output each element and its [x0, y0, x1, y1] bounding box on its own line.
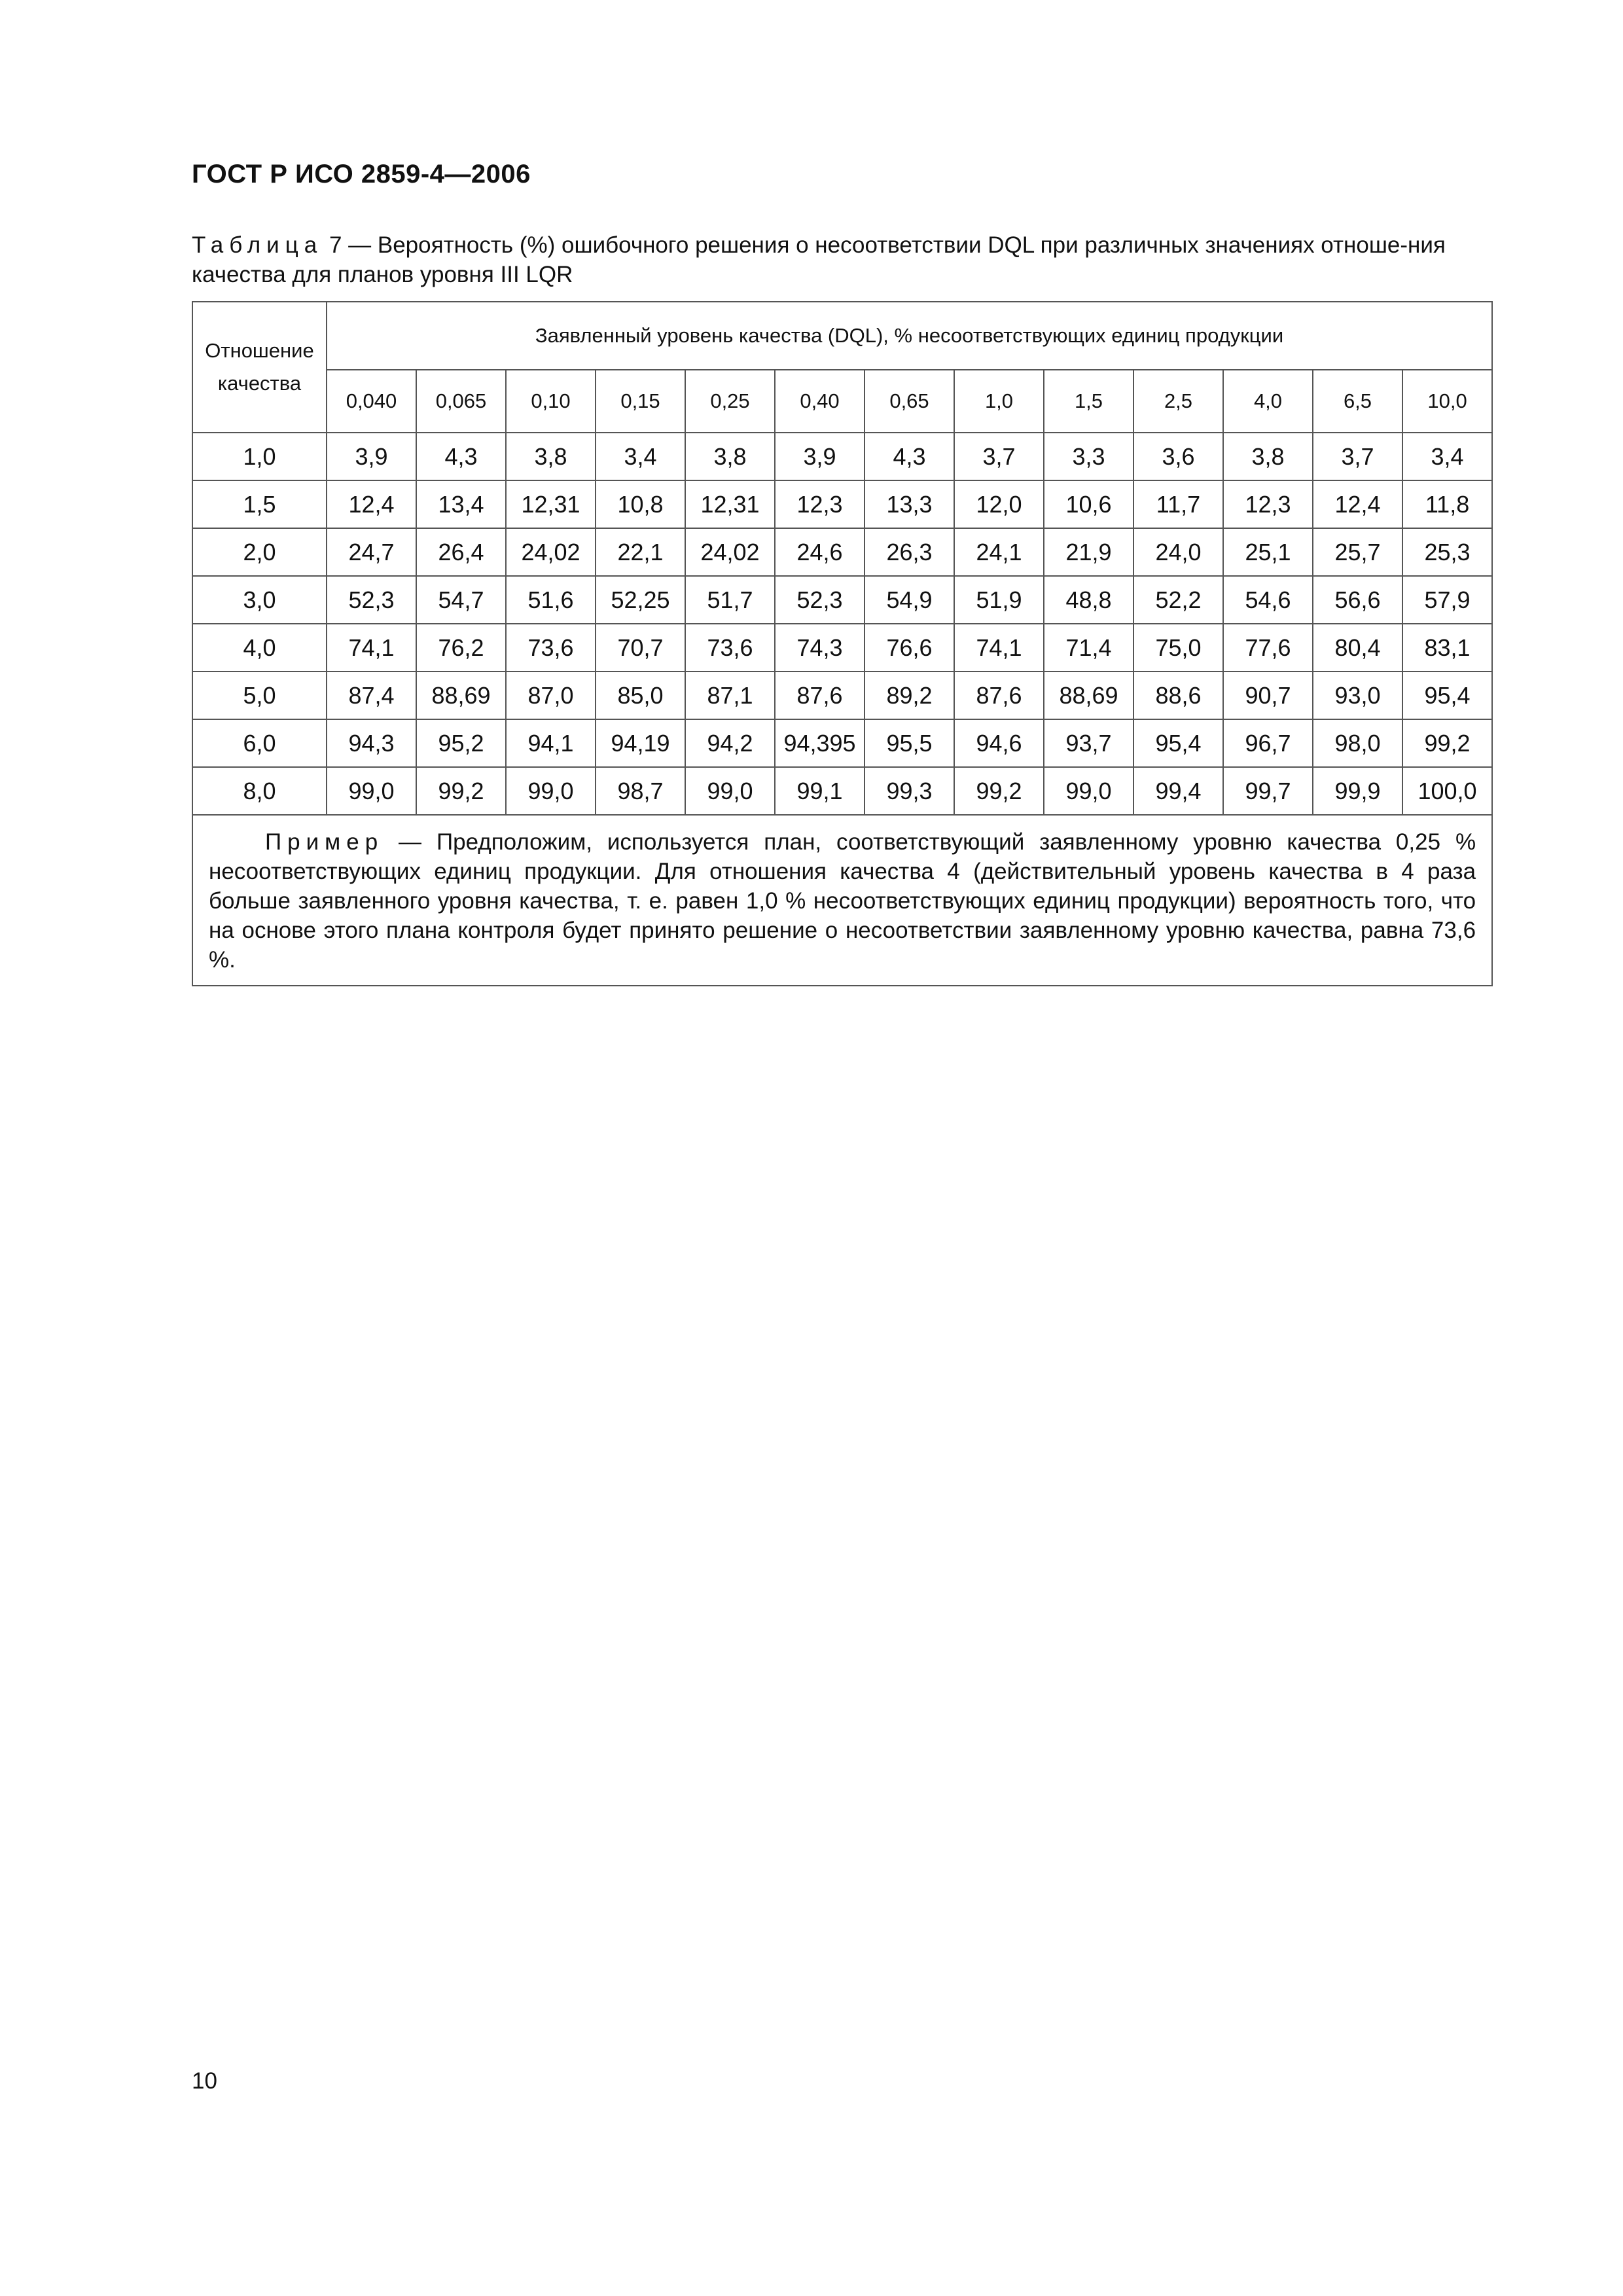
probability-cell: 24,02	[506, 528, 596, 576]
dql-column-header: 1,0	[954, 370, 1044, 433]
probability-cell: 25,3	[1402, 528, 1492, 576]
probability-cell: 24,1	[954, 528, 1044, 576]
probability-cell: 87,1	[685, 672, 775, 719]
probability-cell: 74,3	[775, 624, 865, 672]
table-row	[192, 767, 1492, 815]
note-label: Пример	[265, 829, 384, 855]
probability-cell: 87,4	[327, 672, 416, 719]
probability-table	[192, 301, 1493, 986]
probability-cell: 77,6	[1223, 624, 1313, 672]
probability-cell: 94,2	[685, 719, 775, 767]
probability-cell: 99,4	[1133, 767, 1223, 815]
ratio-column-header: Отношение качества	[192, 302, 327, 433]
probability-cell: 87,6	[775, 672, 865, 719]
document-header: ГОСТ Р ИСО 2859-4—2006	[192, 160, 531, 188]
dql-column-header: 0,15	[596, 370, 685, 433]
probability-cell: 13,4	[416, 480, 506, 528]
probability-cell: 26,3	[865, 528, 954, 576]
probability-cell: 51,7	[685, 576, 775, 624]
probability-cell: 74,1	[327, 624, 416, 672]
probability-cell: 99,9	[1313, 767, 1402, 815]
dql-column-header: 0,10	[506, 370, 596, 433]
probability-cell: 11,8	[1402, 480, 1492, 528]
probability-cell: 24,6	[775, 528, 865, 576]
probability-cell: 52,25	[596, 576, 685, 624]
probability-cell: 52,2	[1133, 576, 1223, 624]
probability-cell: 3,6	[1133, 433, 1223, 480]
probability-cell: 94,19	[596, 719, 685, 767]
probability-cell: 3,9	[775, 433, 865, 480]
probability-cell: 4,3	[416, 433, 506, 480]
probability-cell: 56,6	[1313, 576, 1402, 624]
probability-cell: 83,1	[1402, 624, 1492, 672]
probability-cell: 80,4	[1313, 624, 1402, 672]
dql-column-header: 0,065	[416, 370, 506, 433]
caption-label: Таблица	[192, 232, 323, 258]
ratio-cell: 1,0	[192, 433, 327, 480]
probability-cell: 94,3	[327, 719, 416, 767]
probability-cell: 12,3	[1223, 480, 1313, 528]
note-text: — Предположим, используется план, соответствующий заявленному уровню качества 0,25 % несоответствующих единиц продукции. Для отношения качества 4 (действительный уровень качества в 4 раза больше заявленного уровня качества, т. е. равен 1,0 % несоответствующих единиц продукции) вероятность того, что на основе этого плана контроля будет принято решение о несоответствии заявленному уровню качества, равна 73,6 %.	[209, 829, 1476, 973]
dql-group-header: Заявленный уровень качества (DQL), % несоответствующих единиц продукции	[327, 302, 1492, 370]
table-row	[192, 672, 1492, 719]
probability-cell: 94,395	[775, 719, 865, 767]
probability-cell: 95,4	[1402, 672, 1492, 719]
probability-cell: 3,4	[1402, 433, 1492, 480]
table-row	[192, 528, 1492, 576]
dql-column-header: 0,040	[327, 370, 416, 433]
probability-cell: 100,0	[1402, 767, 1492, 815]
example-note	[192, 815, 1492, 986]
probability-cell: 51,6	[506, 576, 596, 624]
probability-cell: 95,5	[865, 719, 954, 767]
dql-column-header: 0,65	[865, 370, 954, 433]
probability-cell: 76,6	[865, 624, 954, 672]
probability-cell: 48,8	[1044, 576, 1133, 624]
dql-column-header: 0,25	[685, 370, 775, 433]
probability-cell: 13,3	[865, 480, 954, 528]
probability-cell: 3,8	[685, 433, 775, 480]
probability-cell: 95,4	[1133, 719, 1223, 767]
ratio-cell: 1,5	[192, 480, 327, 528]
page-number: 10	[192, 2068, 217, 2094]
probability-cell: 99,2	[954, 767, 1044, 815]
ratio-cell: 2,0	[192, 528, 327, 576]
ratio-cell: 3,0	[192, 576, 327, 624]
probability-cell: 12,0	[954, 480, 1044, 528]
probability-cell: 75,0	[1133, 624, 1223, 672]
probability-cell: 22,1	[596, 528, 685, 576]
table-caption	[192, 230, 1495, 289]
dql-column-header: 2,5	[1133, 370, 1223, 433]
probability-cell: 12,31	[685, 480, 775, 528]
probability-cell: 89,2	[865, 672, 954, 719]
probability-cell: 25,7	[1313, 528, 1402, 576]
probability-cell: 99,0	[506, 767, 596, 815]
probability-cell: 54,6	[1223, 576, 1313, 624]
probability-cell: 3,8	[1223, 433, 1313, 480]
dql-column-header: 4,0	[1223, 370, 1313, 433]
probability-cell: 73,6	[685, 624, 775, 672]
probability-cell: 94,1	[506, 719, 596, 767]
table-row	[192, 624, 1492, 672]
probability-cell: 76,2	[416, 624, 506, 672]
probability-cell: 74,1	[954, 624, 1044, 672]
probability-cell: 10,6	[1044, 480, 1133, 528]
probability-cell: 10,8	[596, 480, 685, 528]
dql-column-headers	[192, 370, 1492, 433]
probability-cell: 57,9	[1402, 576, 1492, 624]
probability-cell: 87,6	[954, 672, 1044, 719]
ratio-cell: 4,0	[192, 624, 327, 672]
probability-cell: 52,3	[775, 576, 865, 624]
table-row	[192, 719, 1492, 767]
table-row	[192, 480, 1492, 528]
dql-column-header: 0,40	[775, 370, 865, 433]
probability-cell: 4,3	[865, 433, 954, 480]
probability-cell: 99,0	[1044, 767, 1133, 815]
probability-cell: 96,7	[1223, 719, 1313, 767]
probability-cell: 99,0	[327, 767, 416, 815]
probability-cell: 98,7	[596, 767, 685, 815]
probability-cell: 99,3	[865, 767, 954, 815]
probability-cell: 25,1	[1223, 528, 1313, 576]
probability-cell: 3,7	[954, 433, 1044, 480]
probability-cell: 11,7	[1133, 480, 1223, 528]
probability-cell: 95,2	[416, 719, 506, 767]
probability-cell: 99,0	[685, 767, 775, 815]
dql-column-header: 6,5	[1313, 370, 1402, 433]
ratio-cell: 8,0	[192, 767, 327, 815]
probability-cell: 71,4	[1044, 624, 1133, 672]
probability-cell: 54,7	[416, 576, 506, 624]
table-row	[192, 576, 1492, 624]
probability-cell: 3,3	[1044, 433, 1133, 480]
probability-cell: 54,9	[865, 576, 954, 624]
probability-cell: 90,7	[1223, 672, 1313, 719]
probability-cell: 26,4	[416, 528, 506, 576]
probability-cell: 12,4	[1313, 480, 1402, 528]
probability-cell: 98,0	[1313, 719, 1402, 767]
probability-cell: 24,0	[1133, 528, 1223, 576]
table-body	[192, 433, 1492, 815]
probability-cell: 88,6	[1133, 672, 1223, 719]
probability-cell: 99,7	[1223, 767, 1313, 815]
probability-cell: 12,3	[775, 480, 865, 528]
probability-cell: 73,6	[506, 624, 596, 672]
probability-cell: 85,0	[596, 672, 685, 719]
probability-cell: 99,1	[775, 767, 865, 815]
probability-cell: 51,9	[954, 576, 1044, 624]
dql-column-header: 10,0	[1402, 370, 1492, 433]
probability-cell: 3,7	[1313, 433, 1402, 480]
caption-text: 7 — Вероятность (%) ошибочного решения о несоответствии DQL при различных значениях отноше-ния качества для планов уровня III LQR	[192, 232, 1446, 287]
table-row	[192, 433, 1492, 480]
dql-column-header: 1,5	[1044, 370, 1133, 433]
probability-cell: 52,3	[327, 576, 416, 624]
probability-cell: 99,2	[1402, 719, 1492, 767]
probability-cell: 24,02	[685, 528, 775, 576]
ratio-cell: 6,0	[192, 719, 327, 767]
probability-cell: 70,7	[596, 624, 685, 672]
probability-cell: 88,69	[416, 672, 506, 719]
probability-cell: 93,7	[1044, 719, 1133, 767]
probability-cell: 94,6	[954, 719, 1044, 767]
probability-cell: 12,4	[327, 480, 416, 528]
ratio-cell: 5,0	[192, 672, 327, 719]
probability-cell: 24,7	[327, 528, 416, 576]
probability-cell: 93,0	[1313, 672, 1402, 719]
probability-cell: 87,0	[506, 672, 596, 719]
probability-cell: 3,4	[596, 433, 685, 480]
probability-cell: 3,8	[506, 433, 596, 480]
probability-cell: 99,2	[416, 767, 506, 815]
probability-cell: 88,69	[1044, 672, 1133, 719]
probability-cell: 3,9	[327, 433, 416, 480]
probability-cell: 21,9	[1044, 528, 1133, 576]
probability-cell: 12,31	[506, 480, 596, 528]
